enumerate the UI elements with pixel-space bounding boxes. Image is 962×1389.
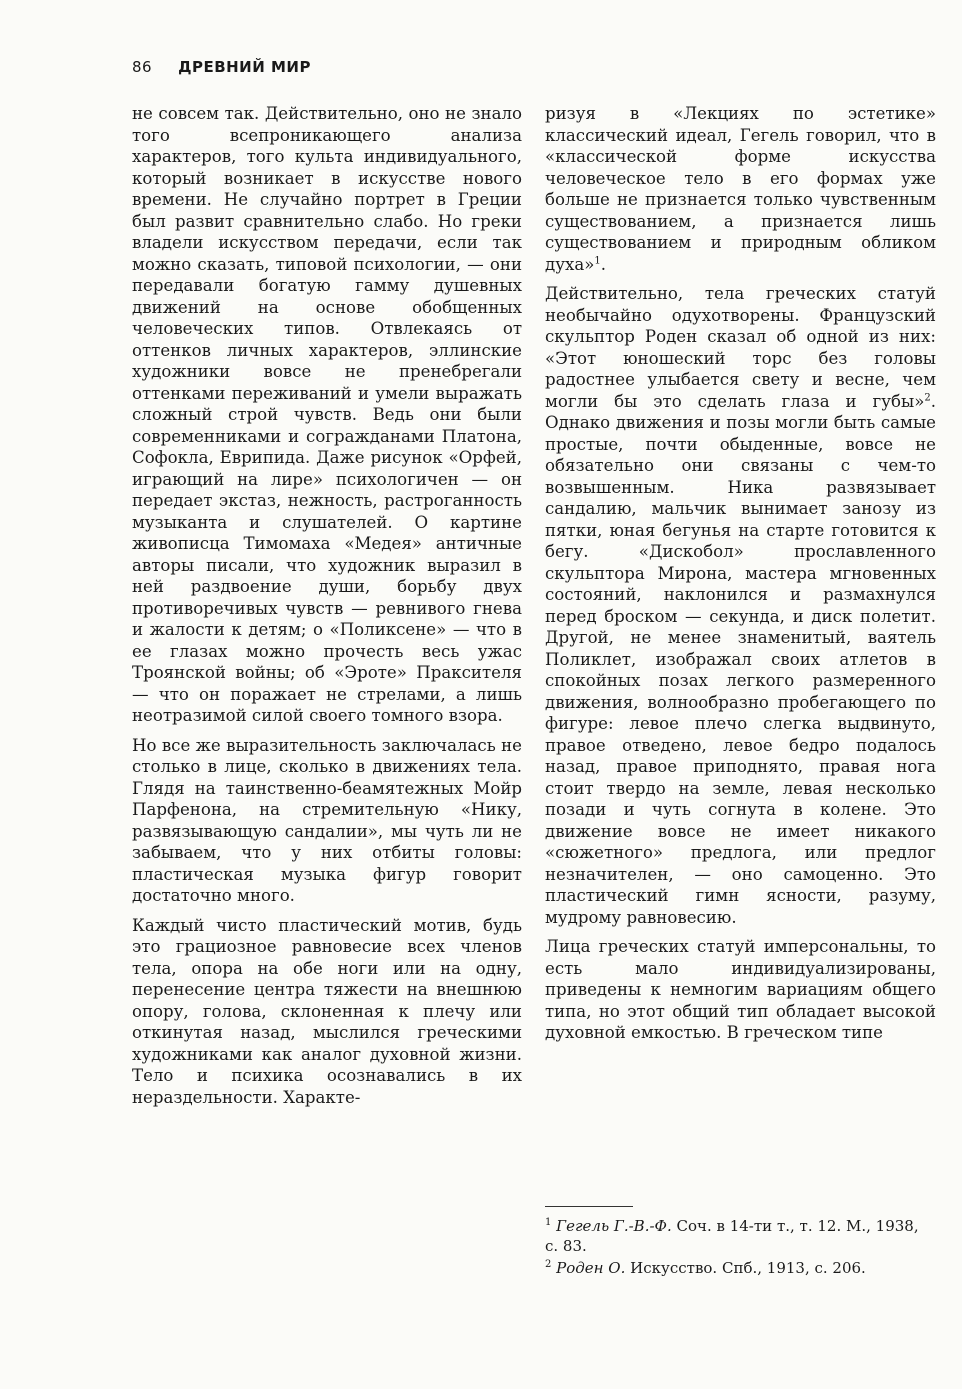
footnote-author: Роден О.: [556, 1259, 626, 1277]
right-column: [545, 103, 936, 1052]
paragraph: Каждый чисто пластический мотив, будь это грациозное равновесие всех членов тела, опора на обе ноги или на одну, перенесение центра тяжести на внешнюю опору, голова, склоненная к плечу или откинутая назад, мыслился греческими художниками как аналог духовной жизни. Тело и психика осознавались в их нераздельности. Характе-: [132, 915, 522, 1107]
paragraph-text: . Однако движения и позы могли быть самые простые, почти обыденные, вовсе не обязательно они связаны с чем-то возвышенным. Ника развязывает сандалию, мальчик вынимает занозу из пятки, юная бегунья на старте готовится к бегу. «Дискобол» прославленного скульптора Мирона, мастера мгновенных состояний, наклонился и размахнулся перед броском — секунда, и диск полетит. Другой, не менее знаменитый, ваятель Поликлет, изображал своих атлетов в спокойных позах легкого размеренного движения, волнообразно пробегающего по фигуре: левое плечо слегка выдвинуто, правое отведено, левое бедро подалось назад, правое приподнято, правая нога стоит твердо на земле, левая несколько позади и чуть согнута в колене. Это движение вовсе не имеет никакого «сюжетного» предлога, или предлог незначителен, — оно самоценно. Это пластический гимн ясности, разуму, мудрому равновесию.: [545, 391, 936, 927]
footnote-mark: 2: [545, 1259, 552, 1270]
paragraph-text: ризуя в «Лекциях по эстетике» классический идеал, Гегель говорил, что в «классической форме искусства человеческое тело в его формах уже больше не признается только чувственным существованием, а признается лишь существованием и природным обликом духа»: [545, 104, 936, 274]
paragraph: Лица греческих статуй имперсональны, то есть мало индивидуализированы, приведены к немногим вариациям общего типа, но этот общий тип обладает высокой духовной емкостью. В греческом типе: [545, 937, 936, 1042]
left-column: [132, 103, 522, 1116]
footnote-text: Соч. в 14-ти т., т. 12. М., 1938, с. 83.: [545, 1217, 919, 1255]
footnotes: [545, 1216, 936, 1280]
footnote-divider: [545, 1206, 633, 1207]
paragraph-continuation: [545, 103, 936, 275]
footnote-author: Гегель Г.-В.-Ф.: [556, 1217, 672, 1235]
footnote-ref: 2: [924, 391, 931, 403]
footnote: [545, 1216, 936, 1256]
footnote: [545, 1258, 936, 1278]
running-title: ДРЕВНИЙ МИР: [178, 58, 311, 76]
running-header: [132, 58, 311, 76]
paragraph-text: Действительно, тела греческих статуй необычайно одухотворены. Французский скульптор Роден сказал об одной из них: «Этот юношеский торс без головы радостнее улыбается свету и весне, чем могли бы это сделать глаза и губы»: [545, 284, 936, 411]
footnote-text: Искусство. Спб., 1913, с. 206.: [630, 1259, 866, 1277]
paragraph-text: .: [600, 254, 607, 274]
footnote-ref: 1: [594, 254, 601, 266]
page-number: 86: [132, 58, 153, 76]
paragraph: Но все же выразительность заключалась не столько в лице, сколько в движениях тела. Глядя на таинственно-беамятежных Мойр Парфенона, на стремительную «Нику, развязывающую сандалии», мы чуть ли не забываем, что у них отбиты головы: пластическая музыка фигур говорит достаточно много.: [132, 735, 522, 905]
paragraph: [545, 283, 936, 928]
paragraph: не совсем так. Действительно, оно не знало того всепроникающего анализа характеров, того культа индивидуального, который возникает в искусстве нового времени. Не случайно портрет в Греции был развит сравнительно слабо. Но греки владели искусством передачи, если так можно сказать, типовой психологии, — они передавали богатую гамму душевных движений на основе обобщенных человеческих типов. Отвлекаясь от оттенков личных характеров, эллинские художники вовсе не пренебрегали оттенками переживаний и умели выражать сложный строй чувств. Ведь они были современниками и согражданами Платона, Софокла, Еврипида. Даже рисунок «Орфей, играющий на лире» психологичен — он передает экстаз, нежность, растроганность музыканта и слушателей. О картине живописца Тимомаха «Медея» античные авторы писали, что художник выразил в ней раздвоение души, борьбу двух противоречивых чувств — ревнивого гнева и жалости к детям; о «Поликсене» — что в ее глазах можно прочесть весь ужас Троянской войны; об «Эроте» Праксителя — что он поражает не стрелами, а лишь неотразимой силой своего томного взора.: [132, 104, 522, 725]
footnote-mark: 1: [545, 1217, 552, 1228]
